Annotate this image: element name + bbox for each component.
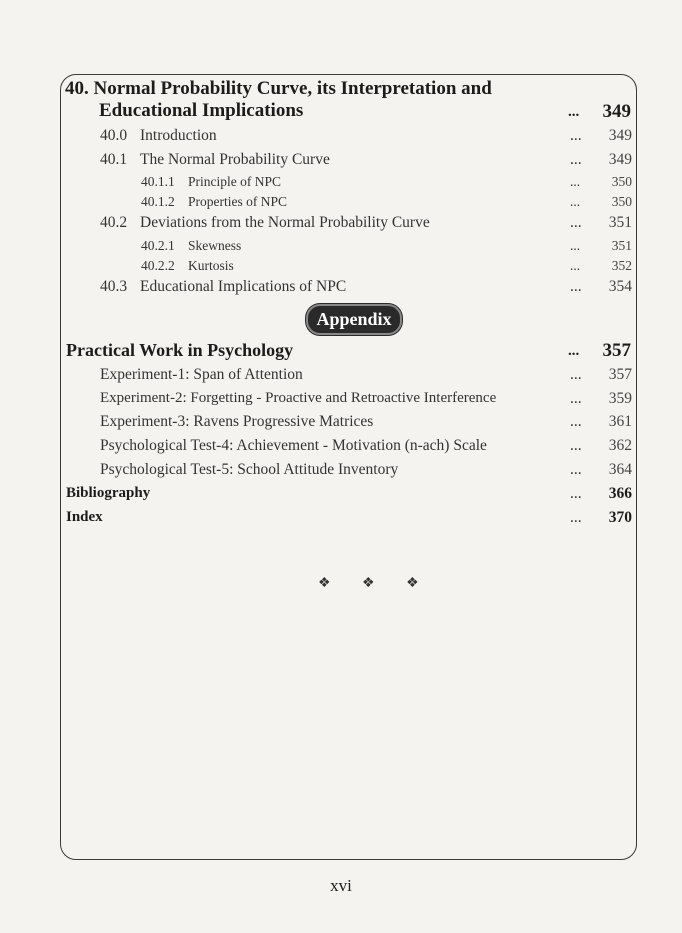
entry-dots: ... [570, 151, 582, 168]
entry-page: 354 [608, 278, 632, 295]
entry-num: 40.1 [100, 151, 128, 168]
index-page: 370 [608, 509, 632, 526]
entry-num: 40.0 [100, 127, 128, 144]
index-dots: ... [570, 509, 582, 526]
entry-num: 40.3 [100, 278, 128, 295]
appendix-dots: ... [568, 343, 580, 359]
bibliography-title: Bibliography [66, 485, 151, 501]
chapter-title-line1: 40. Normal Probability Curve, its Interpretation and [65, 78, 492, 99]
entry-dots: ... [570, 127, 582, 144]
entry-title: Educational Implications of NPC [140, 278, 347, 295]
experiment-title: Experiment-3: Ravens Progressive Matrices [100, 413, 374, 430]
entry-dots: ... [570, 174, 581, 189]
entry-page: 349 [608, 127, 632, 144]
entry-dots: ... [570, 278, 582, 295]
experiment-dots: ... [570, 390, 582, 407]
bibliography-page: 366 [608, 485, 632, 502]
entry-page: 351 [608, 214, 632, 231]
entry-title: Properties of NPC [188, 194, 287, 209]
experiment-dots: ... [570, 413, 582, 430]
entry-page: 350 [611, 194, 632, 209]
experiment-page: 364 [608, 461, 632, 478]
entry-dots: ... [570, 238, 581, 253]
entry-page: 351 [611, 238, 632, 253]
experiment-dots: ... [570, 437, 582, 454]
entry-num: 40.1.1 [141, 174, 175, 189]
entry-num: 40.2 [100, 214, 128, 231]
entry-dots: ... [570, 194, 581, 209]
index-title: Index [66, 509, 103, 525]
entry-dots: ... [570, 258, 581, 273]
entry-dots: ... [570, 214, 582, 231]
entry-title: Principle of NPC [188, 174, 281, 189]
entry-num: 40.2.1 [141, 238, 175, 253]
experiment-title: Experiment-1: Span of Attention [100, 366, 303, 383]
experiment-page: 359 [608, 390, 632, 407]
experiment-page: 362 [608, 437, 632, 454]
chapter-dots: ... [568, 104, 580, 120]
entry-page: 350 [611, 174, 632, 189]
experiment-page: 361 [608, 413, 632, 430]
entry-title: Skewness [188, 238, 242, 253]
entry-title: Deviations from the Normal Probability Curve [140, 214, 430, 231]
entry-page: 352 [611, 258, 632, 273]
experiment-title: Experiment-2: Forgetting - Proactive and Retroactive Interference [100, 390, 497, 406]
page-number: xvi [330, 876, 352, 895]
appendix-badge: Appendix [306, 304, 402, 335]
ornament: ❖ ❖ ❖ [318, 576, 433, 591]
experiment-title: Psychological Test-5: School Attitude Inventory [100, 461, 399, 478]
chapter-title-line2: Educational Implications [99, 100, 304, 121]
entry-title: Introduction [140, 127, 217, 144]
chapter-page: 349 [602, 101, 631, 122]
appendix-page: 357 [602, 340, 631, 361]
entry-title: The Normal Probability Curve [140, 151, 330, 168]
entry-title: Kurtosis [188, 258, 234, 273]
experiment-title: Psychological Test-4: Achievement - Motivation (n-ach) Scale [100, 437, 487, 454]
experiment-page: 357 [608, 366, 632, 383]
entry-page: 349 [608, 151, 632, 168]
experiment-dots: ... [570, 461, 582, 478]
appendix-title: Practical Work in Psychology [66, 340, 294, 360]
entry-num: 40.1.2 [141, 194, 175, 209]
bibliography-dots: ... [570, 485, 582, 502]
experiment-dots: ... [570, 366, 582, 383]
entry-num: 40.2.2 [141, 258, 175, 273]
